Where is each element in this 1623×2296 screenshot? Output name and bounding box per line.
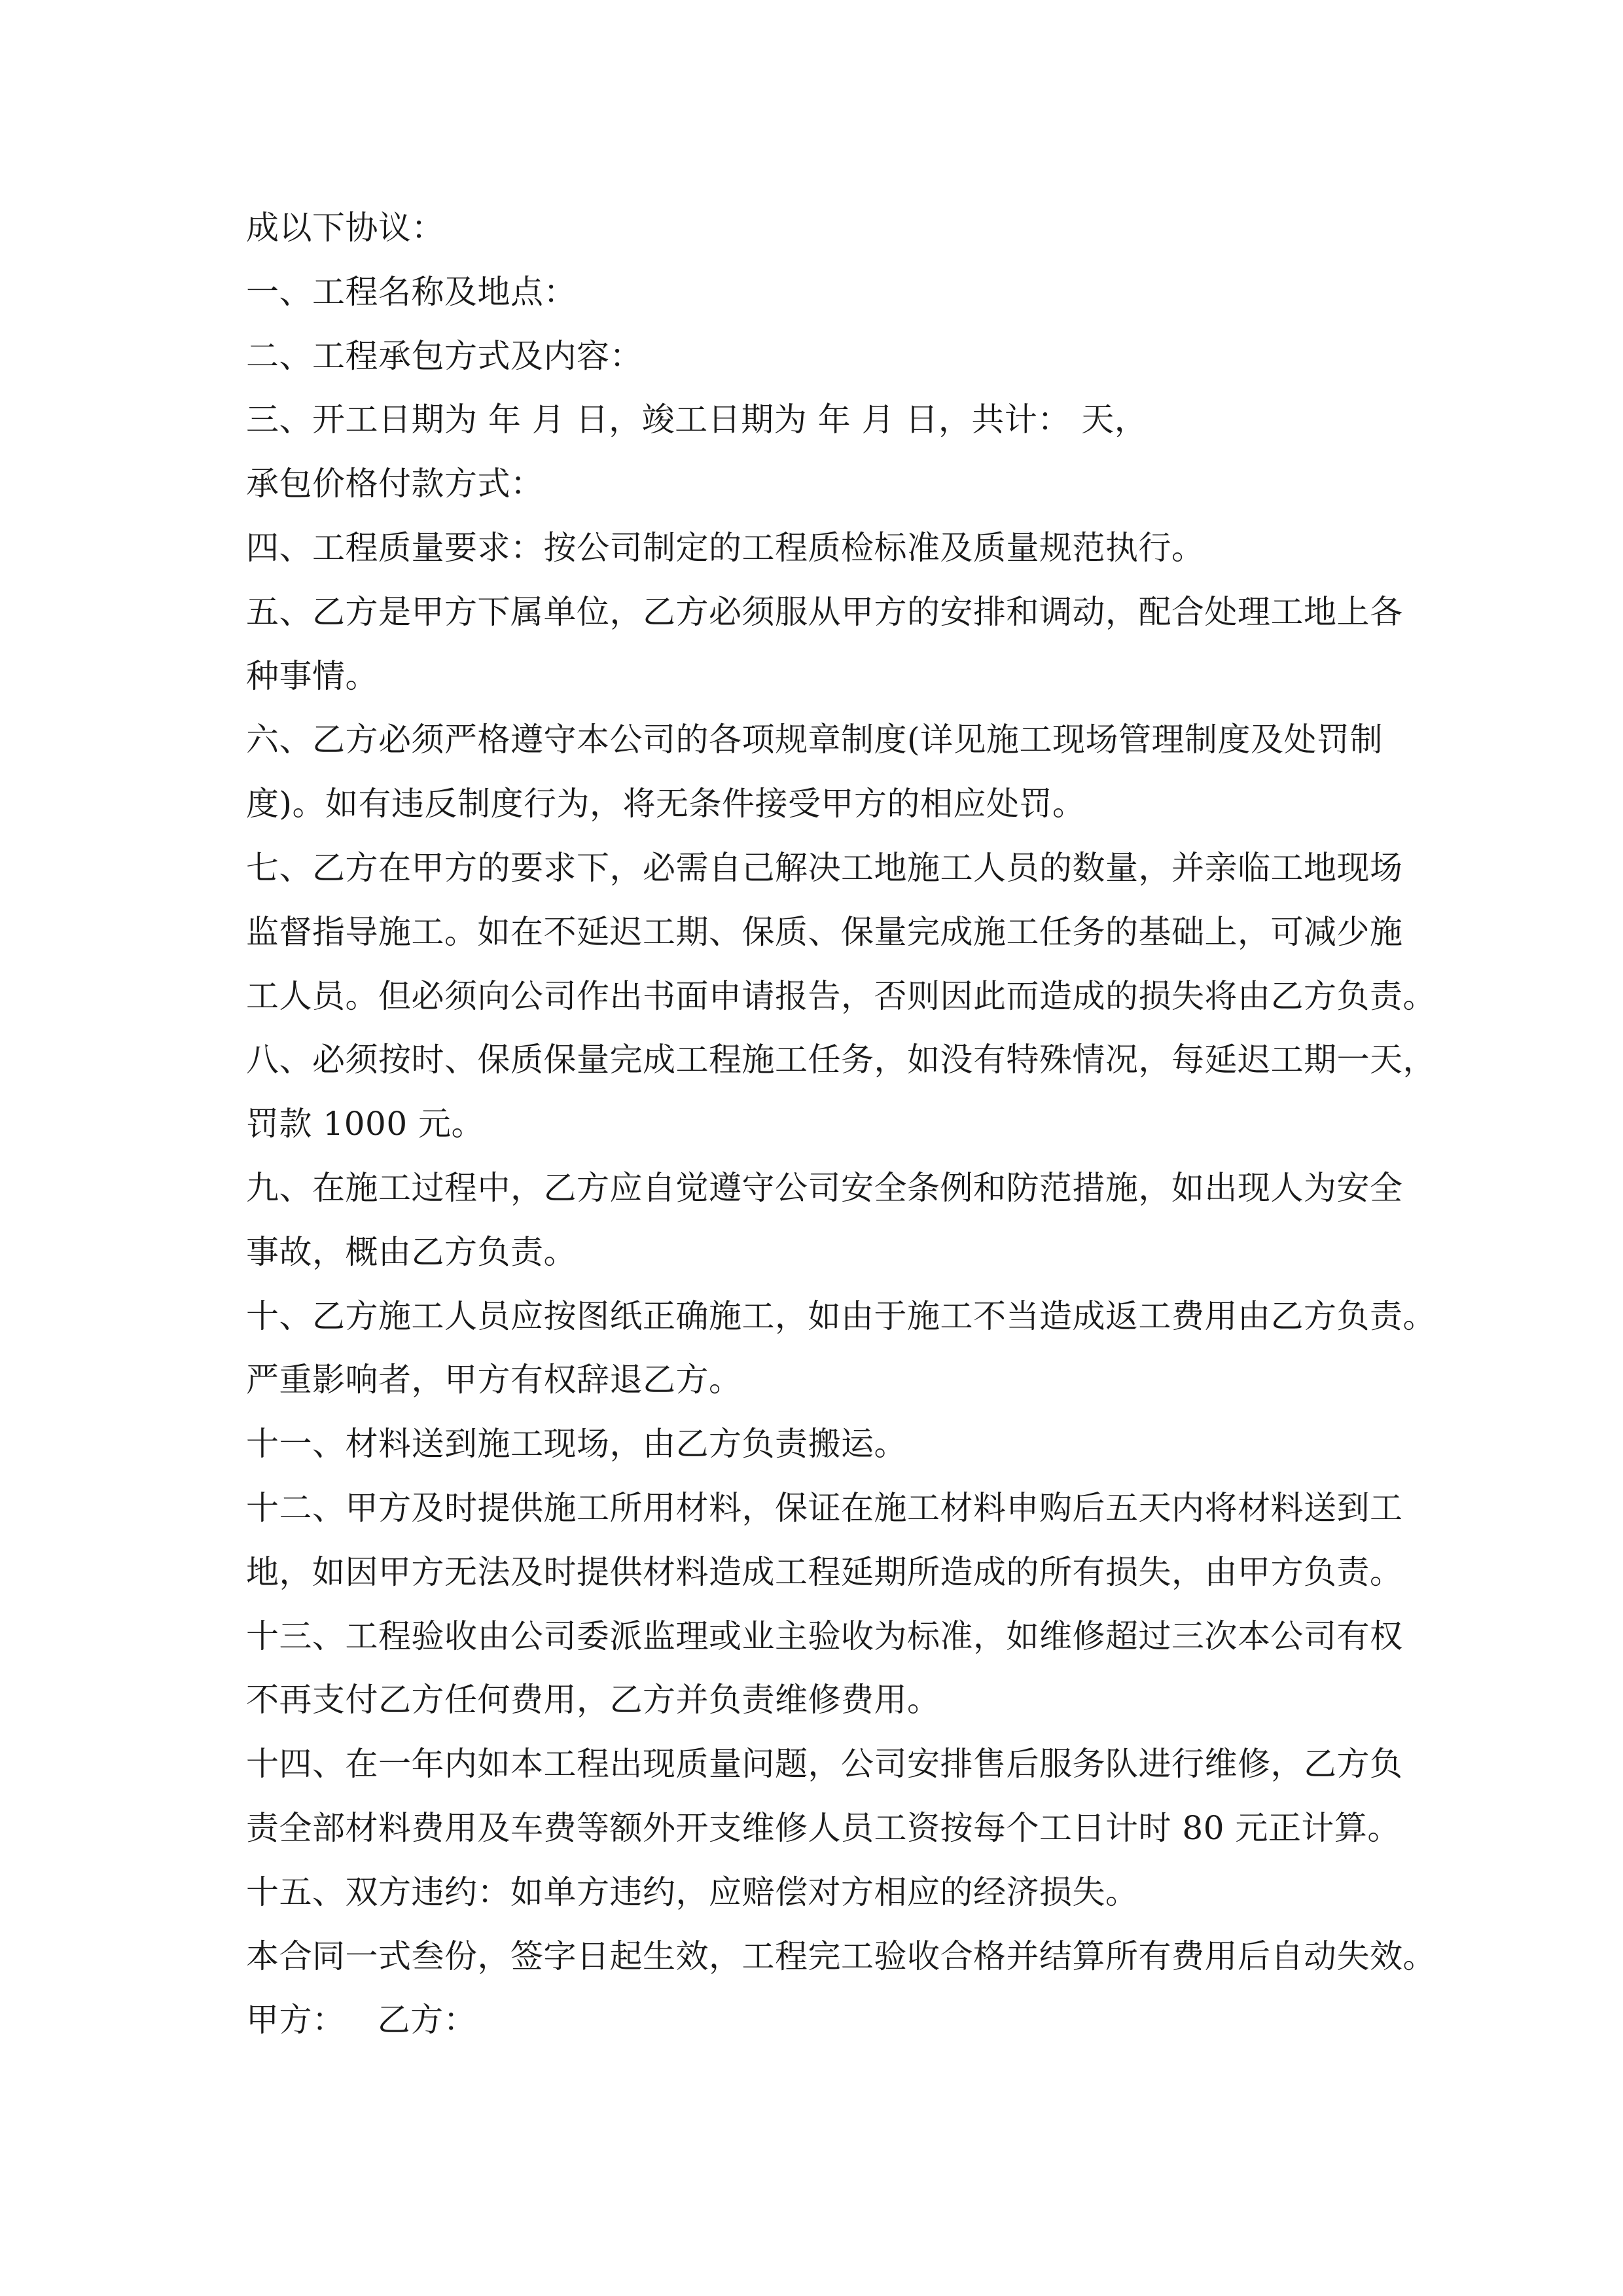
- text-line: 七、乙方在甲方的要求下，必需自己解决工地施工人员的数量，并亲临工地现场: [246, 848, 1403, 887]
- text-line: 不再支付乙方任何费用，乙方并负责维修费用。: [246, 1681, 940, 1719]
- document-body: [246, 196, 1436, 2053]
- text-line: 二、工程承包方式及内容：: [246, 336, 643, 375]
- text-line: 一、工程名称及地点：: [246, 272, 577, 311]
- text-line: 九、在施工过程中，乙方应自觉遵守公司安全条例和防范措施，如出现人为安全: [246, 1168, 1403, 1207]
- text-line: 度)。如有违反制度行为，将无条件接受甲方的相应处罚。: [246, 785, 1086, 823]
- text-line: 监督指导施工。如在不延迟工期、保质、保量完成施工任务的基础上，可减少施: [246, 912, 1403, 951]
- text-line: 三、开工日期为 年 月 日，竣工日期为 年 月 日，共计： 天，: [246, 401, 1148, 439]
- signature-line: 甲方： 乙方：: [246, 2001, 477, 2039]
- text-line: 责全部材料费用及车费等额外开支维修人员工资按每个工日计时 80 元正计算。: [246, 1808, 1400, 1847]
- text-line: 十四、在一年内如本工程出现质量问题，公司安排售后服务队进行维修，乙方负: [246, 1745, 1403, 1784]
- text-line: 八、必须按时、保质保量完成工程施工任务，如没有特殊情况，每延迟工期一天，: [246, 1041, 1436, 1079]
- text-line: 六、乙方必须严格遵守本公司的各项规章制度(详见施工现场管理制度及处罚制: [246, 721, 1383, 759]
- text-line: 十三、工程验收由公司委派监理或业主验收为标准，如维修超过三次本公司有权: [246, 1617, 1403, 1655]
- text-line: 十一、材料送到施工现场，由乙方负责搬运。: [246, 1425, 907, 1463]
- text-line: 承包价格付款方式：: [246, 465, 544, 503]
- text-line: 种事情。: [246, 656, 378, 695]
- text-line: 罚款 1000 元。: [246, 1105, 485, 1143]
- text-line: 事故，概由乙方负责。: [246, 1232, 577, 1271]
- text-line: 严重影响者，甲方有权辞退乙方。: [246, 1361, 742, 1399]
- text-line: 成以下协议：: [246, 209, 444, 247]
- text-line: 工人员。但必须向公司作出书面申请报告，否则因此而造成的损失将由乙方负责。: [246, 977, 1436, 1015]
- text-line: 本合同一式叁份，签字日起生效，工程完工验收合格并结算所有费用后自动失效。: [246, 1937, 1436, 1975]
- text-line: 十五、双方违约：如单方违约，应赔偿对方相应的经济损失。: [246, 1873, 1139, 1911]
- text-line: 十、乙方施工人员应按图纸正确施工，如由于施工不当造成返工费用由乙方负责。: [246, 1297, 1436, 1335]
- text-line: 四、工程质量要求：按公司制定的工程质检标准及质量规范执行。: [246, 528, 1205, 567]
- text-line: 地，如因甲方无法及时提供材料造成工程延期所造成的所有损失，由甲方负责。: [246, 1552, 1403, 1591]
- text-line: 五、乙方是甲方下属单位，乙方必须服从甲方的安排和调动，配合处理工地上各: [246, 592, 1403, 631]
- text-line: 十二、甲方及时提供施工所用材料，保证在施工材料申购后五天内将材料送到工: [246, 1488, 1403, 1527]
